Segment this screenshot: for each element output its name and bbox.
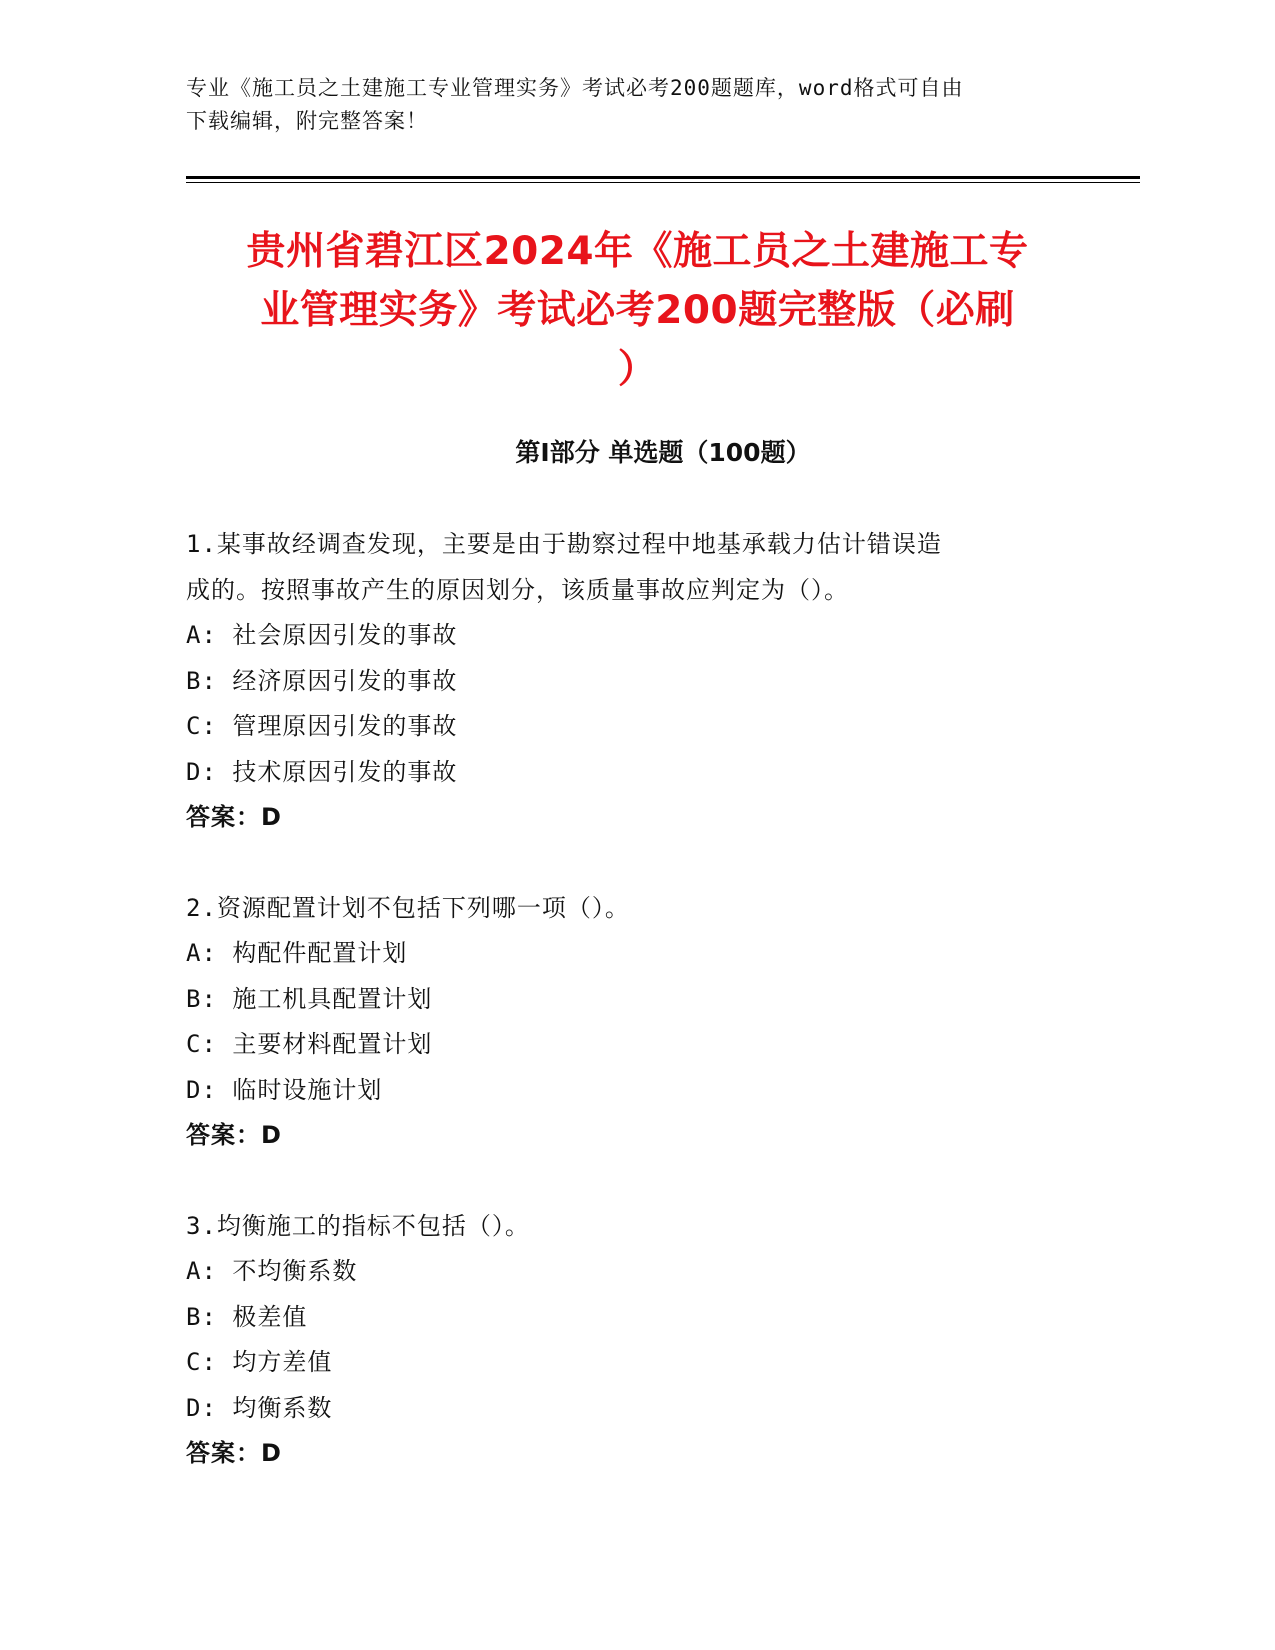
option-c: C: 主要材料配置计划 bbox=[186, 1030, 433, 1058]
section-heading: 第Ⅰ部分 单选题（100题） bbox=[515, 438, 811, 467]
question-stem: 1.某事故经调查发现，主要是由于勘察过程中地基承载力估计错误造 bbox=[186, 530, 942, 558]
option-d: D: 技术原因引发的事故 bbox=[186, 757, 458, 786]
question-1 bbox=[186, 522, 1086, 841]
title-line: 业管理实务》考试必考200题完整版（必刷 bbox=[260, 288, 1015, 333]
question-stem: 2.资源配置计划不包括下列哪一项（）。 bbox=[186, 893, 630, 922]
option-a: A: 构配件配置计划 bbox=[186, 939, 408, 967]
option-d: D: 均衡系数 bbox=[186, 1393, 333, 1422]
question-list bbox=[186, 522, 1086, 1522]
question-3 bbox=[186, 1204, 1086, 1477]
question-stem: 3.均衡施工的指标不包括（）。 bbox=[186, 1211, 530, 1240]
document-title bbox=[170, 222, 1105, 399]
option-b: B: 经济原因引发的事故 bbox=[186, 666, 458, 695]
option-c: C: 管理原因引发的事故 bbox=[186, 712, 458, 740]
option-c: C: 均方差值 bbox=[186, 1348, 333, 1376]
question-stem: 成的。按照事故产生的原因划分，该质量事故应判定为（）。 bbox=[186, 575, 849, 604]
option-b: B: 施工机具配置计划 bbox=[186, 984, 433, 1013]
document-header-note bbox=[186, 72, 1086, 138]
answer-label: 答案：D bbox=[186, 1121, 282, 1149]
question-2 bbox=[186, 886, 1086, 1159]
header-divider-thin bbox=[186, 182, 1140, 183]
option-b: B: 极差值 bbox=[186, 1302, 308, 1331]
header-divider-thick bbox=[186, 176, 1140, 179]
title-line: ） bbox=[617, 347, 658, 392]
answer-label: 答案：D bbox=[186, 1439, 282, 1467]
title-line: 贵州省碧江区2024年《施工员之土建施工专 bbox=[246, 229, 1029, 274]
header-note-line: 专业《施工员之土建施工专业管理实务》考试必考200题题库，word格式可自由 bbox=[186, 76, 964, 100]
option-a: A: 不均衡系数 bbox=[186, 1257, 358, 1285]
header-note-line: 下载编辑，附完整答案！ bbox=[186, 109, 428, 133]
option-a: A: 社会原因引发的事故 bbox=[186, 621, 458, 649]
answer-label: 答案：D bbox=[186, 803, 282, 831]
option-d: D: 临时设施计划 bbox=[186, 1075, 383, 1104]
